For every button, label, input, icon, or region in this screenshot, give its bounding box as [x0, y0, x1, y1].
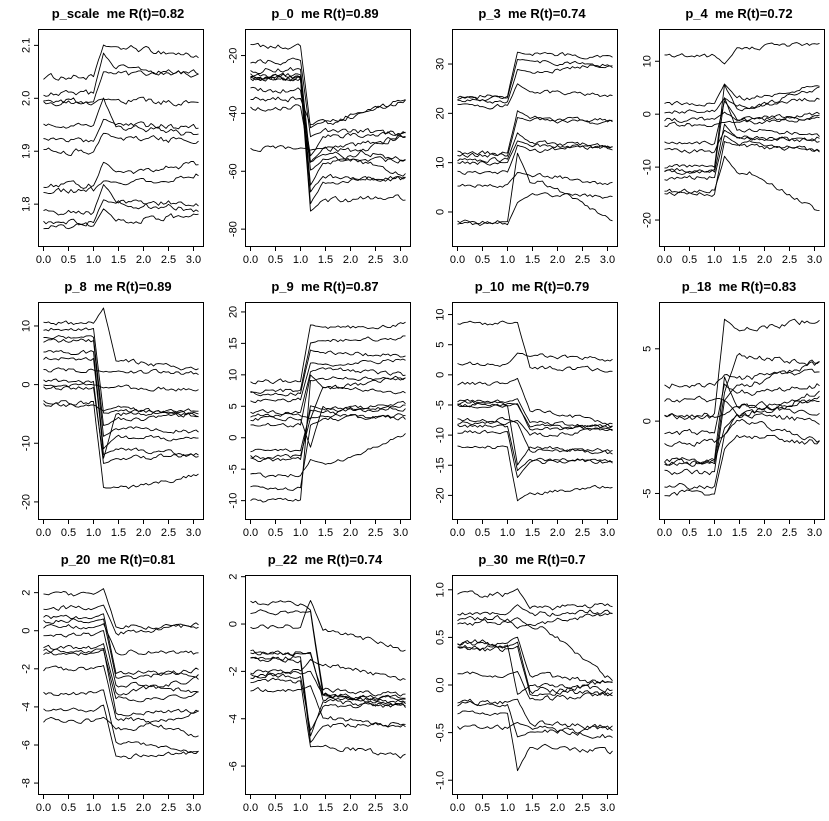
series-line: [251, 73, 406, 170]
series-line: [458, 711, 613, 771]
x-tick-label: 2.5: [574, 802, 591, 814]
x-tick-label: 0.5: [60, 802, 77, 814]
x-tick-label: 2.0: [135, 254, 152, 266]
panel-p_4: [621, 0, 828, 273]
series-line: [458, 699, 613, 729]
series-line: [458, 722, 613, 738]
y-tick-label: -4: [227, 713, 240, 724]
series-line: [665, 384, 820, 435]
x-tick-label: 0.0: [35, 802, 52, 814]
y-tick-label: -6: [20, 740, 33, 750]
x-tick-label: 3.0: [185, 802, 202, 814]
x-tick-label: 0.5: [474, 254, 491, 266]
y-tick-label: -15: [434, 457, 447, 474]
x-tick-label: 1.5: [524, 254, 541, 266]
panel-title: p_18 me R(t)=0.83: [681, 279, 797, 294]
series-line: [44, 386, 199, 458]
x-tick-label: 1.0: [85, 802, 102, 814]
series-line: [458, 64, 613, 103]
panel-p_10: [414, 273, 621, 546]
panel-p_22: [207, 546, 414, 821]
y-tick-label: 20: [227, 305, 240, 319]
y-tick-label: 0: [227, 620, 240, 628]
y-tick-label: -2: [20, 663, 33, 674]
series-line: [251, 43, 406, 128]
x-tick-label: 1.0: [499, 527, 516, 539]
series-line: [251, 68, 406, 163]
x-tick-label: 2.0: [549, 527, 566, 539]
series-line: [44, 53, 199, 96]
x-tick-label: 1.5: [731, 527, 748, 539]
series-line: [44, 174, 199, 194]
panel-plot: [621, 0, 828, 273]
series-line: [251, 76, 406, 192]
panel-title: p_3 me R(t)=0.74: [478, 6, 586, 21]
series-line: [44, 384, 199, 392]
x-tick-label: 1.5: [317, 527, 334, 539]
panel-plot: [414, 0, 621, 273]
series-line: [458, 84, 613, 109]
x-tick-label: 1.0: [85, 527, 102, 539]
panel-title: p_22 me R(t)=0.74: [267, 552, 383, 567]
panel-plot: [0, 273, 207, 546]
series-line: [665, 319, 820, 417]
x-tick-label: 2.0: [756, 254, 773, 266]
panel-p_30: [414, 546, 621, 821]
x-tick-label: 3.0: [806, 527, 823, 539]
panel-plot: [0, 0, 207, 273]
y-tick-label: -5: [434, 400, 447, 410]
series-line: [665, 130, 820, 153]
x-tick-label: 3.0: [185, 527, 202, 539]
x-tick-label: 0.5: [681, 527, 698, 539]
y-tick-label: 0: [227, 434, 240, 441]
series-line: [251, 322, 406, 384]
y-tick-label: -5: [641, 488, 654, 499]
x-tick-label: 2.0: [549, 802, 566, 814]
x-tick-label: 1.5: [524, 802, 541, 814]
series-line: [44, 589, 199, 630]
x-tick-label: 0.0: [242, 527, 259, 539]
plot-box: [453, 303, 618, 520]
series-line: [44, 631, 199, 693]
y-tick-label: 0: [641, 418, 654, 425]
plot-box: [246, 576, 411, 795]
y-tick-label: -40: [227, 105, 240, 122]
y-tick-label: -80: [227, 221, 240, 238]
series-line: [665, 98, 820, 173]
panel-title: p_4 me R(t)=0.72: [685, 6, 793, 21]
series-line: [665, 142, 820, 197]
x-tick-label: 2.0: [756, 527, 773, 539]
y-tick-label: -4: [20, 702, 33, 712]
panel-title: p_scale me R(t)=0.82: [51, 6, 185, 21]
series-line: [44, 45, 199, 80]
panel-p_18: [621, 273, 828, 546]
x-tick-label: 0.0: [449, 802, 466, 814]
series-line: [251, 146, 406, 162]
series-line: [458, 430, 613, 477]
x-tick-label: 0.5: [267, 254, 284, 266]
series-line: [44, 619, 199, 679]
x-tick-label: 2.5: [781, 254, 798, 266]
x-tick-label: 1.0: [292, 527, 309, 539]
x-tick-label: 2.0: [135, 802, 152, 814]
y-tick-label: 10: [434, 308, 447, 321]
y-tick-label: 5: [641, 345, 654, 352]
y-tick-label: -1.0: [434, 770, 447, 790]
x-tick-label: 3.0: [806, 254, 823, 266]
y-tick-label: 20: [434, 107, 447, 120]
x-tick-label: 0.0: [35, 254, 52, 266]
y-tick-label: 1.8: [20, 196, 33, 212]
y-tick-label: -10: [227, 492, 240, 509]
y-tick-label: -20: [20, 493, 33, 510]
x-tick-label: 0.5: [474, 527, 491, 539]
x-tick-label: 3.0: [599, 802, 616, 814]
x-tick-label: 2.5: [160, 254, 177, 266]
panel-p_scale: [0, 0, 207, 273]
y-tick-label: 1.0: [434, 582, 447, 598]
x-tick-label: 1.5: [317, 802, 334, 814]
series-line: [458, 321, 613, 372]
x-tick-label: 0.5: [267, 527, 284, 539]
x-tick-label: 0.5: [60, 254, 77, 266]
series-line: [251, 659, 406, 680]
y-tick-label: -10: [641, 159, 654, 176]
x-tick-label: 1.5: [731, 254, 748, 266]
x-tick-label: 2.5: [367, 254, 384, 266]
x-tick-label: 1.0: [706, 527, 723, 539]
x-tick-label: 0.0: [656, 254, 673, 266]
panel-title: p_30 me R(t)=0.7: [478, 552, 586, 567]
x-tick-label: 0.5: [267, 802, 284, 814]
series-line: [458, 353, 613, 366]
y-tick-label: -10: [434, 427, 447, 444]
x-tick-label: 3.0: [185, 254, 202, 266]
plot-box: [660, 303, 825, 520]
x-tick-label: 2.0: [342, 527, 359, 539]
y-tick-label: 10: [20, 319, 33, 333]
series-line: [458, 173, 613, 188]
panel-p_3: [414, 0, 621, 273]
x-tick-label: 1.0: [292, 254, 309, 266]
series-line: [458, 589, 613, 610]
y-tick-label: 1.9: [20, 143, 33, 159]
y-tick-label: 15: [227, 337, 240, 350]
x-tick-label: 2.5: [574, 254, 591, 266]
series-line: [251, 601, 406, 696]
series-line: [251, 74, 406, 186]
x-tick-label: 0.0: [656, 527, 673, 539]
x-tick-label: 0.5: [474, 802, 491, 814]
series-line: [251, 433, 406, 477]
x-tick-label: 2.5: [160, 802, 177, 814]
series-line: [251, 601, 406, 652]
x-tick-label: 2.0: [342, 802, 359, 814]
x-tick-label: 1.5: [110, 802, 127, 814]
x-tick-label: 2.0: [342, 254, 359, 266]
y-tick-label: 0: [434, 208, 447, 216]
series-line: [44, 711, 199, 731]
panel-title: p_20 me R(t)=0.81: [60, 552, 176, 567]
x-tick-label: 1.0: [499, 802, 516, 814]
panel-title: p_9 me R(t)=0.87: [271, 279, 379, 294]
y-tick-label: -20: [434, 487, 447, 504]
x-tick-label: 1.0: [292, 802, 309, 814]
series-line: [251, 87, 406, 156]
series-line: [458, 446, 613, 501]
series-line: [44, 605, 199, 635]
series-line: [665, 396, 820, 446]
x-tick-label: 0.0: [449, 254, 466, 266]
x-tick-label: 2.5: [367, 527, 384, 539]
panel-p_9: [207, 273, 414, 546]
x-tick-label: 3.0: [599, 527, 616, 539]
y-tick-label: -20: [227, 47, 240, 64]
x-tick-label: 0.0: [242, 254, 259, 266]
x-tick-label: 0.5: [60, 527, 77, 539]
x-tick-label: 2.5: [367, 802, 384, 814]
series-line: [44, 308, 199, 370]
series-line: [665, 156, 820, 210]
y-tick-label: -6: [227, 761, 240, 771]
panel-plot: [414, 546, 621, 821]
y-tick-label: -2: [227, 666, 240, 677]
x-tick-label: 0.0: [242, 802, 259, 814]
panel-title: p_0 me R(t)=0.89: [271, 6, 379, 21]
series-line: [44, 666, 199, 737]
series-line: [458, 701, 613, 737]
series-line: [458, 52, 613, 98]
series-line: [251, 678, 406, 758]
y-tick-label: -5: [227, 464, 240, 475]
series-line: [44, 70, 199, 104]
series-line: [665, 85, 820, 169]
series-line: [458, 646, 613, 696]
y-tick-label: 30: [434, 57, 447, 71]
x-tick-label: 2.0: [135, 527, 152, 539]
panel-p_8: [0, 273, 207, 546]
x-tick-label: 3.0: [392, 802, 409, 814]
series-line: [44, 614, 199, 677]
x-tick-label: 0.0: [35, 527, 52, 539]
panel-plot: [414, 273, 621, 546]
series-line: [44, 339, 199, 437]
y-tick-label: 10: [227, 368, 240, 381]
y-tick-label: 10: [641, 55, 654, 68]
panel-title: p_8 me R(t)=0.89: [64, 279, 172, 294]
x-tick-label: 2.5: [574, 527, 591, 539]
x-tick-label: 0.0: [449, 527, 466, 539]
y-tick-label: 0.5: [434, 629, 447, 646]
y-tick-label: 0: [641, 111, 654, 118]
series-line: [458, 637, 613, 683]
panel-plot: [207, 546, 414, 821]
y-tick-label: -8: [20, 778, 33, 788]
series-line: [44, 97, 199, 106]
panel-plot: [207, 273, 414, 546]
series-line: [44, 350, 199, 448]
series-line: [44, 133, 199, 155]
series-line: [251, 76, 406, 204]
y-tick-label: 0: [20, 381, 33, 388]
y-tick-label: 2: [227, 573, 240, 580]
series-line: [44, 185, 199, 215]
series-line: [458, 193, 613, 226]
x-tick-label: 3.0: [392, 254, 409, 266]
y-tick-label: -60: [227, 163, 240, 180]
series-line: [44, 162, 199, 189]
y-tick-label: 5: [227, 403, 240, 410]
x-tick-label: 2.5: [160, 527, 177, 539]
series-line: [665, 43, 820, 64]
series-line: [251, 414, 406, 458]
x-tick-label: 1.0: [85, 254, 102, 266]
y-tick-label: 2.1: [20, 37, 33, 54]
series-line: [458, 403, 613, 465]
panel-plot: [207, 0, 414, 273]
series-line: [458, 378, 613, 424]
series-line: [44, 98, 199, 135]
panel-p_20: [0, 546, 207, 821]
panel-p_0: [207, 0, 414, 273]
series-line: [665, 112, 820, 122]
plot-box: [246, 30, 411, 247]
x-tick-label: 1.5: [110, 527, 127, 539]
x-tick-label: 1.0: [499, 254, 516, 266]
panel-plot: [0, 546, 207, 821]
x-tick-label: 1.0: [706, 254, 723, 266]
series-line: [251, 97, 406, 125]
series-line: [251, 58, 406, 137]
series-line: [665, 361, 820, 402]
x-tick-label: 2.5: [781, 527, 798, 539]
series-line: [458, 153, 613, 223]
x-tick-label: 1.5: [317, 254, 334, 266]
x-tick-label: 3.0: [599, 254, 616, 266]
plot-box: [39, 576, 204, 795]
x-tick-label: 1.5: [524, 527, 541, 539]
series-line: [251, 376, 406, 502]
x-tick-label: 3.0: [392, 527, 409, 539]
series-line: [251, 350, 406, 396]
y-tick-label: 0: [20, 627, 33, 634]
panel-plot: [621, 273, 828, 546]
y-tick-label: -0.5: [434, 723, 447, 743]
series-line: [665, 391, 820, 465]
y-tick-label: 2: [20, 589, 33, 596]
series-line: [44, 368, 199, 375]
x-tick-label: 2.0: [549, 254, 566, 266]
x-tick-label: 0.5: [681, 254, 698, 266]
series-line: [251, 105, 406, 177]
x-tick-label: 1.5: [110, 254, 127, 266]
y-tick-label: -10: [20, 435, 33, 452]
y-tick-label: 0.0: [434, 677, 447, 693]
y-tick-label: 0: [434, 371, 447, 378]
series-line: [44, 705, 199, 759]
y-tick-label: -20: [641, 212, 654, 228]
series-line: [44, 379, 199, 463]
y-tick-label: 5: [434, 341, 447, 348]
panel-title: p_10 me R(t)=0.79: [474, 279, 590, 294]
series-line: [458, 118, 613, 158]
y-tick-label: 10: [434, 156, 447, 169]
y-tick-label: 2.0: [20, 90, 33, 106]
series-line: [44, 649, 199, 716]
series-line: [251, 378, 406, 419]
plot-box: [453, 30, 618, 247]
series-line: [665, 369, 820, 388]
